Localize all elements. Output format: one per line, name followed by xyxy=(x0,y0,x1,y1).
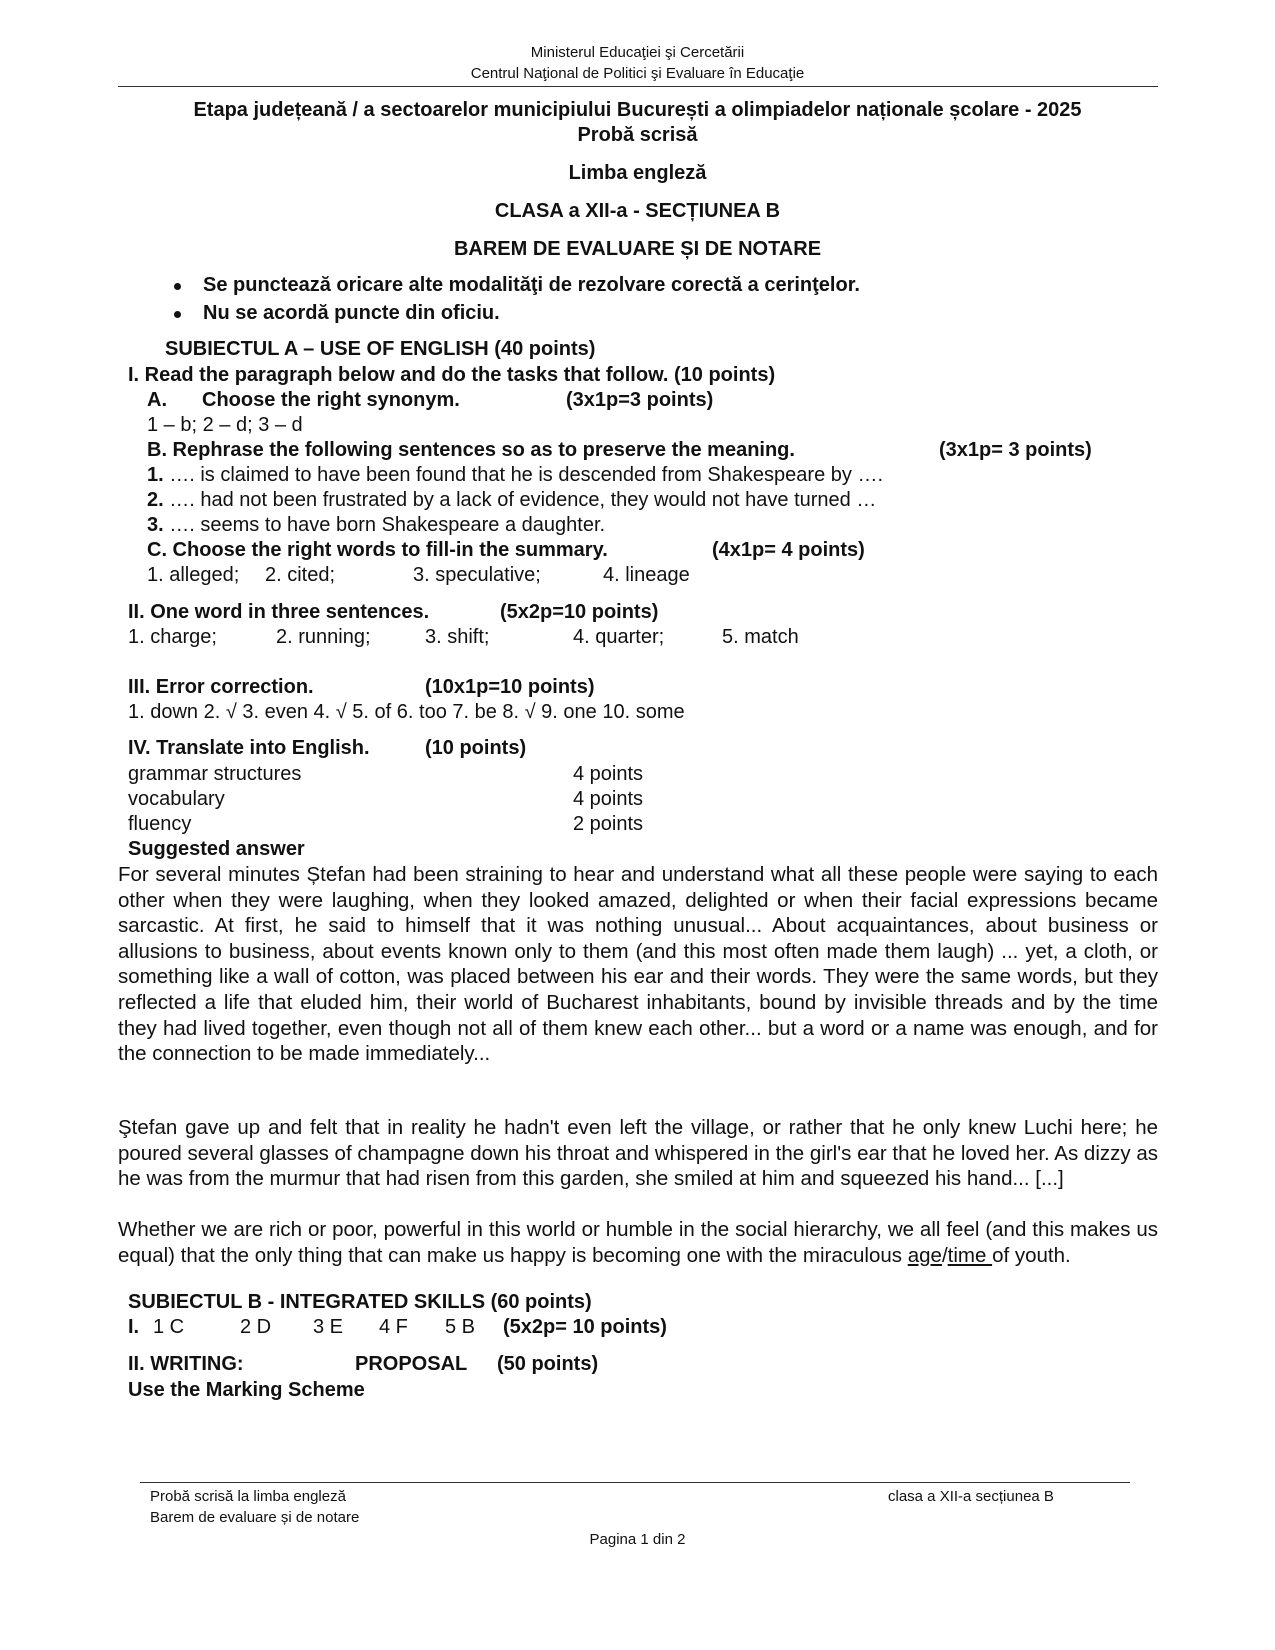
subject-b-part-i-label: I. xyxy=(128,1316,140,1338)
rephrase-text: …. seems to have born Shakespeare a daughter. xyxy=(163,514,606,536)
part-ii-answer-2: 2. running; xyxy=(276,626,371,648)
part-c-answer-2: 2. cited; xyxy=(265,564,336,586)
criterion-points: 2 points xyxy=(573,813,644,835)
title-line2: Probă scrisă xyxy=(577,124,698,146)
translation-paragraph-2: Ştefan gave up and felt that in reality he hadn't even left the village, or rather that he only knew Luchi here; he poured several glasses of champagne down his throat and whispered in the girl's ear that he loved her. As dizzy as he was from the murmur that had risen from this garden, she smiled at him and squeezed his hand... [...] xyxy=(118,1116,1158,1191)
rule-item-2: Nu se acordă puncte din oficiu. xyxy=(203,302,500,324)
part-c-answer-4: 4. lineage xyxy=(603,564,690,586)
writing-points: (50 points) xyxy=(497,1353,599,1375)
part-c-answer-3: 3. speculative; xyxy=(413,564,541,586)
part-ii-answer-5: 5. match xyxy=(722,626,799,648)
part-iii-points: (10x1p=10 points) xyxy=(425,676,595,698)
center-name: Centrul Naţional de Politici şi Evaluare în Educaţie xyxy=(470,65,805,82)
paragraph3-start: Whether we are rich or poor, powerful in this world or humble in the social hierarchy, we all feel (and this makes us equal) that the only thing that can make us happy is becoming one with the miraculous xyxy=(118,1218,1158,1267)
match-answer: 4 F xyxy=(379,1316,408,1338)
page-number: Pagina 1 din 2 xyxy=(589,1531,686,1548)
rephrase-item-3 xyxy=(147,514,605,537)
rule-item-1: Se punctează oricare alte modalităţi de rezolvare corectă a cerinţelor. xyxy=(203,274,860,296)
part-ii-answer-4: 4. quarter; xyxy=(573,626,665,648)
criterion-label: fluency xyxy=(128,813,192,835)
slash: / xyxy=(941,1243,948,1267)
part-ii-points: (5x2p=10 points) xyxy=(500,601,659,623)
part-c-heading: C. Choose the right words to fill-in the summary. xyxy=(147,539,608,561)
part-c-answer-1: 1. alleged; xyxy=(147,564,240,586)
part-iii-heading: III. Error correction. xyxy=(128,676,314,698)
footer-divider xyxy=(140,1482,1130,1483)
part-iv-heading: IV. Translate into English. xyxy=(128,737,370,759)
subject-a-heading: SUBIECTUL A – USE OF ENGLISH (40 points) xyxy=(165,338,596,360)
ministry-name: Ministerul Educaţiei şi Cercetării xyxy=(530,44,745,61)
translation-paragraph-3 xyxy=(118,1217,1158,1268)
rephrase-item-2 xyxy=(147,489,876,512)
subject-title: Limba engleză xyxy=(568,162,707,184)
subject-b-part-i-points: (5x2p= 10 points) xyxy=(503,1316,667,1338)
footer-left-line1: Probă scrisă la limba engleză xyxy=(150,1488,346,1505)
rephrase-item-1 xyxy=(147,464,883,487)
part-b-heading: B. Rephrase the following sentences so as to preserve the meaning. xyxy=(147,439,795,461)
header-divider xyxy=(118,86,1158,87)
part-a-answers: 1 – b; 2 – d; 3 – d xyxy=(147,414,303,436)
rephrase-number: 1. xyxy=(147,464,164,486)
title-line1: Etapa județeană / a sectoarelor municipiului București a olimpiadelor naționale școlare - 2025 xyxy=(193,99,1082,121)
match-answer: 5 B xyxy=(445,1316,476,1338)
part-ii-answer-1: 1. charge; xyxy=(128,626,217,648)
part-b-points: (3x1p= 3 points) xyxy=(939,439,1092,461)
part-iv-points: (10 points) xyxy=(425,737,527,759)
bullet-icon xyxy=(174,311,181,318)
part-a-text: Choose the right synonym. xyxy=(202,389,460,411)
subject-b-heading: SUBIECTUL B - INTEGRATED SKILLS (60 points) xyxy=(128,1291,592,1313)
match-answer: 2 D xyxy=(240,1316,272,1338)
writing-label: II. WRITING: xyxy=(128,1353,244,1375)
paragraph3-end: of youth. xyxy=(992,1243,1071,1267)
criterion-points: 4 points xyxy=(573,763,644,785)
part-a-points: (3x1p=3 points) xyxy=(566,389,714,411)
part-a-label: A. xyxy=(147,389,167,411)
match-answer: 3 E xyxy=(313,1316,344,1338)
criterion-label: vocabulary xyxy=(128,788,225,810)
criterion-label: grammar structures xyxy=(128,763,302,785)
part-c-points: (4x1p= 4 points) xyxy=(712,539,865,561)
footer-right: clasa a XII-a secțiunea B xyxy=(888,1488,1054,1505)
rephrase-text: …. had not been frustrated by a lack of evidence, they would not have turned … xyxy=(163,489,877,511)
footer-left-line2: Barem de evaluare și de notare xyxy=(150,1509,360,1526)
match-answer: 1 C xyxy=(153,1316,185,1338)
barem-title: BAREM DE EVALUARE ȘI DE NOTARE xyxy=(453,238,822,260)
underlined-age: age xyxy=(907,1243,942,1267)
writing-type: PROPOSAL xyxy=(355,1353,468,1375)
rephrase-number: 3. xyxy=(147,514,164,536)
criterion-points: 4 points xyxy=(573,788,644,810)
suggested-answer-heading: Suggested answer xyxy=(128,838,305,860)
part-i-heading: I. Read the paragraph below and do the tasks that follow. (10 points) xyxy=(128,364,776,386)
translation-paragraph-1: For several minutes Ștefan had been straining to hear and understand what all these people were saying to each other when they were laughing, when they looked amazed, delighted or when their facial expressions became sarcastic. At first, he said to himself that it was nothing unusual... About acquaintances, about business or allusions to business, about events known only to them (and this most often made them laugh) ... yet, a cloth, or something like a wall of cotton, was placed between his ear and their words. They were the same words, but they reflected a life that eluded him, their world of Bucharest inhabitants, bound by invisible threads and by the time they had lived together, even though not all of them knew each other... but a word or a name was enough, and for the connection to be made immediately... xyxy=(118,863,1158,1066)
rephrase-number: 2. xyxy=(147,489,164,511)
underlined-time: time xyxy=(947,1243,993,1267)
part-iii-answers: 1. down 2. √ 3. even 4. √ 5. of 6. too 7. be 8. √ 9. one 10. some xyxy=(128,701,685,723)
rephrase-text: …. is claimed to have been found that he is descended from Shakespeare by …. xyxy=(163,464,883,486)
part-ii-answer-3: 3. shift; xyxy=(425,626,490,648)
class-title: CLASA a XII-a - SECȚIUNEA B xyxy=(494,200,781,222)
bullet-icon xyxy=(174,283,181,290)
part-ii-heading: II. One word in three sentences. xyxy=(128,601,430,623)
marking-scheme-note: Use the Marking Scheme xyxy=(128,1379,365,1401)
